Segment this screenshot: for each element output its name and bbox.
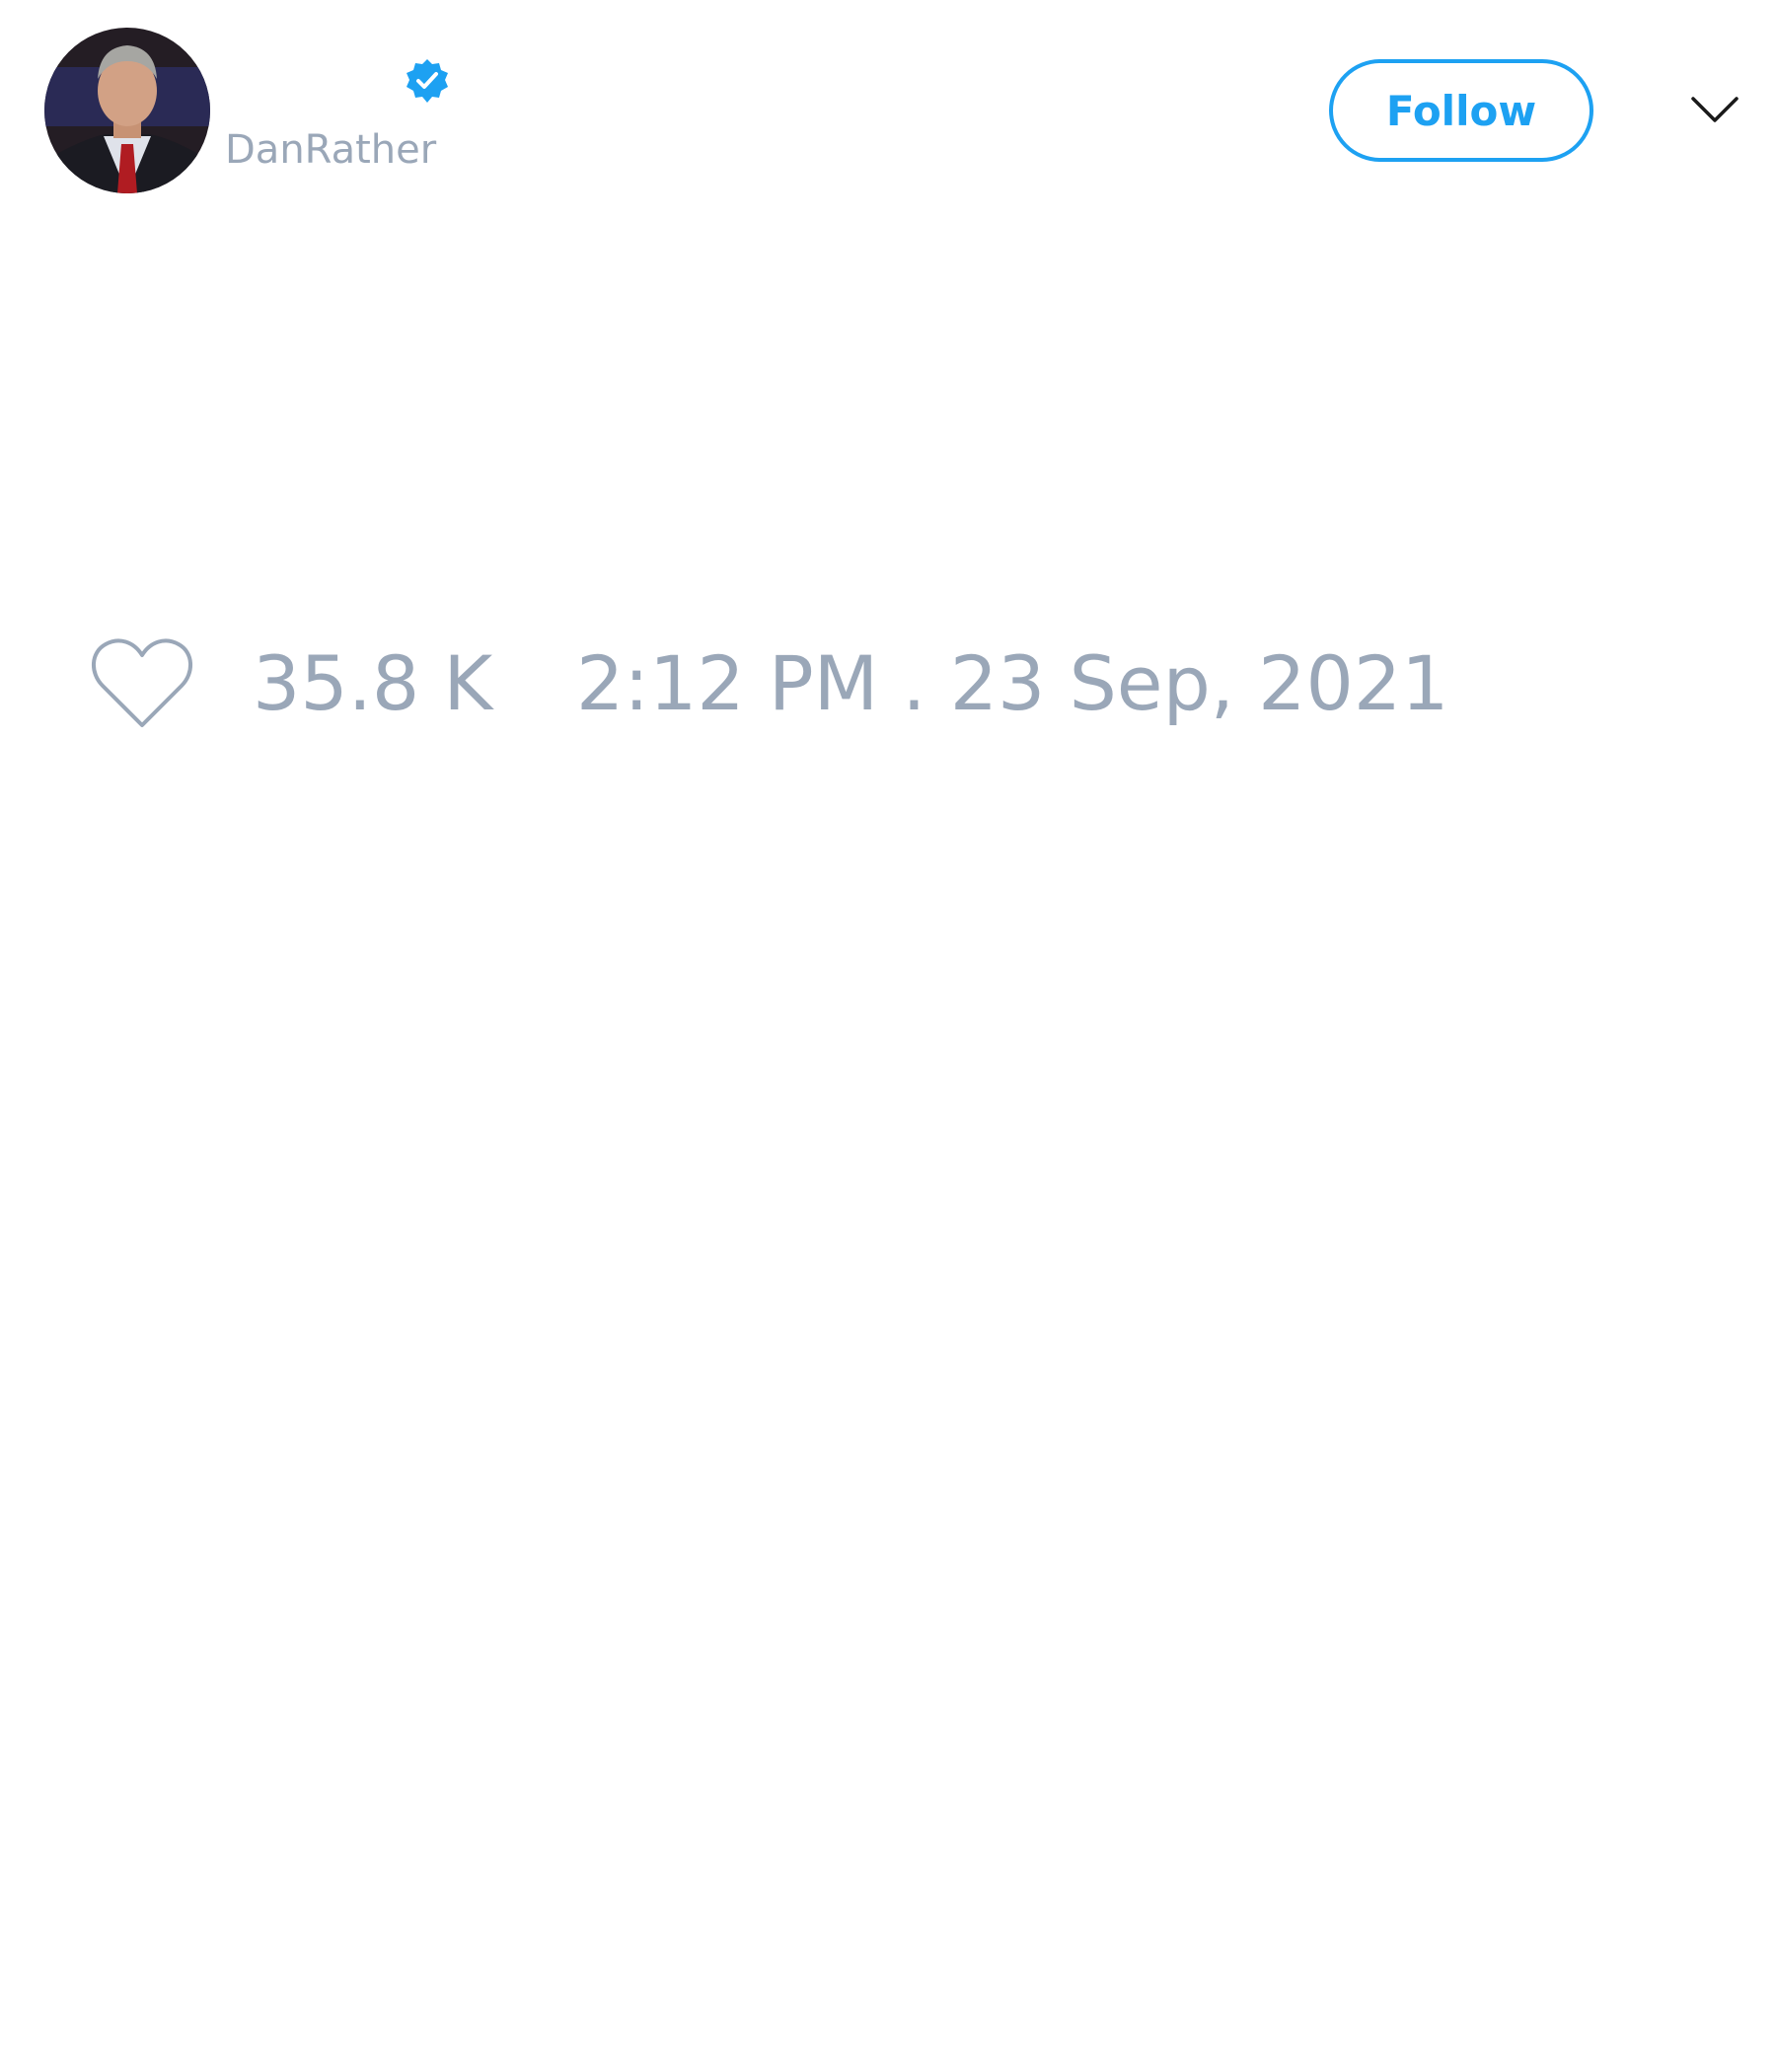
like-count: 35.8 K [253,639,493,727]
avatar[interactable] [44,28,210,193]
author-handle[interactable]: DanRather [225,127,437,173]
heart-icon[interactable] [89,636,195,731]
follow-button[interactable]: Follow [1329,59,1593,162]
chevron-down-icon[interactable] [1689,89,1740,130]
verified-badge-icon [404,57,451,105]
tweet-timestamp[interactable]: 2:12 PM . 23 Sep, 2021 [576,639,1449,727]
